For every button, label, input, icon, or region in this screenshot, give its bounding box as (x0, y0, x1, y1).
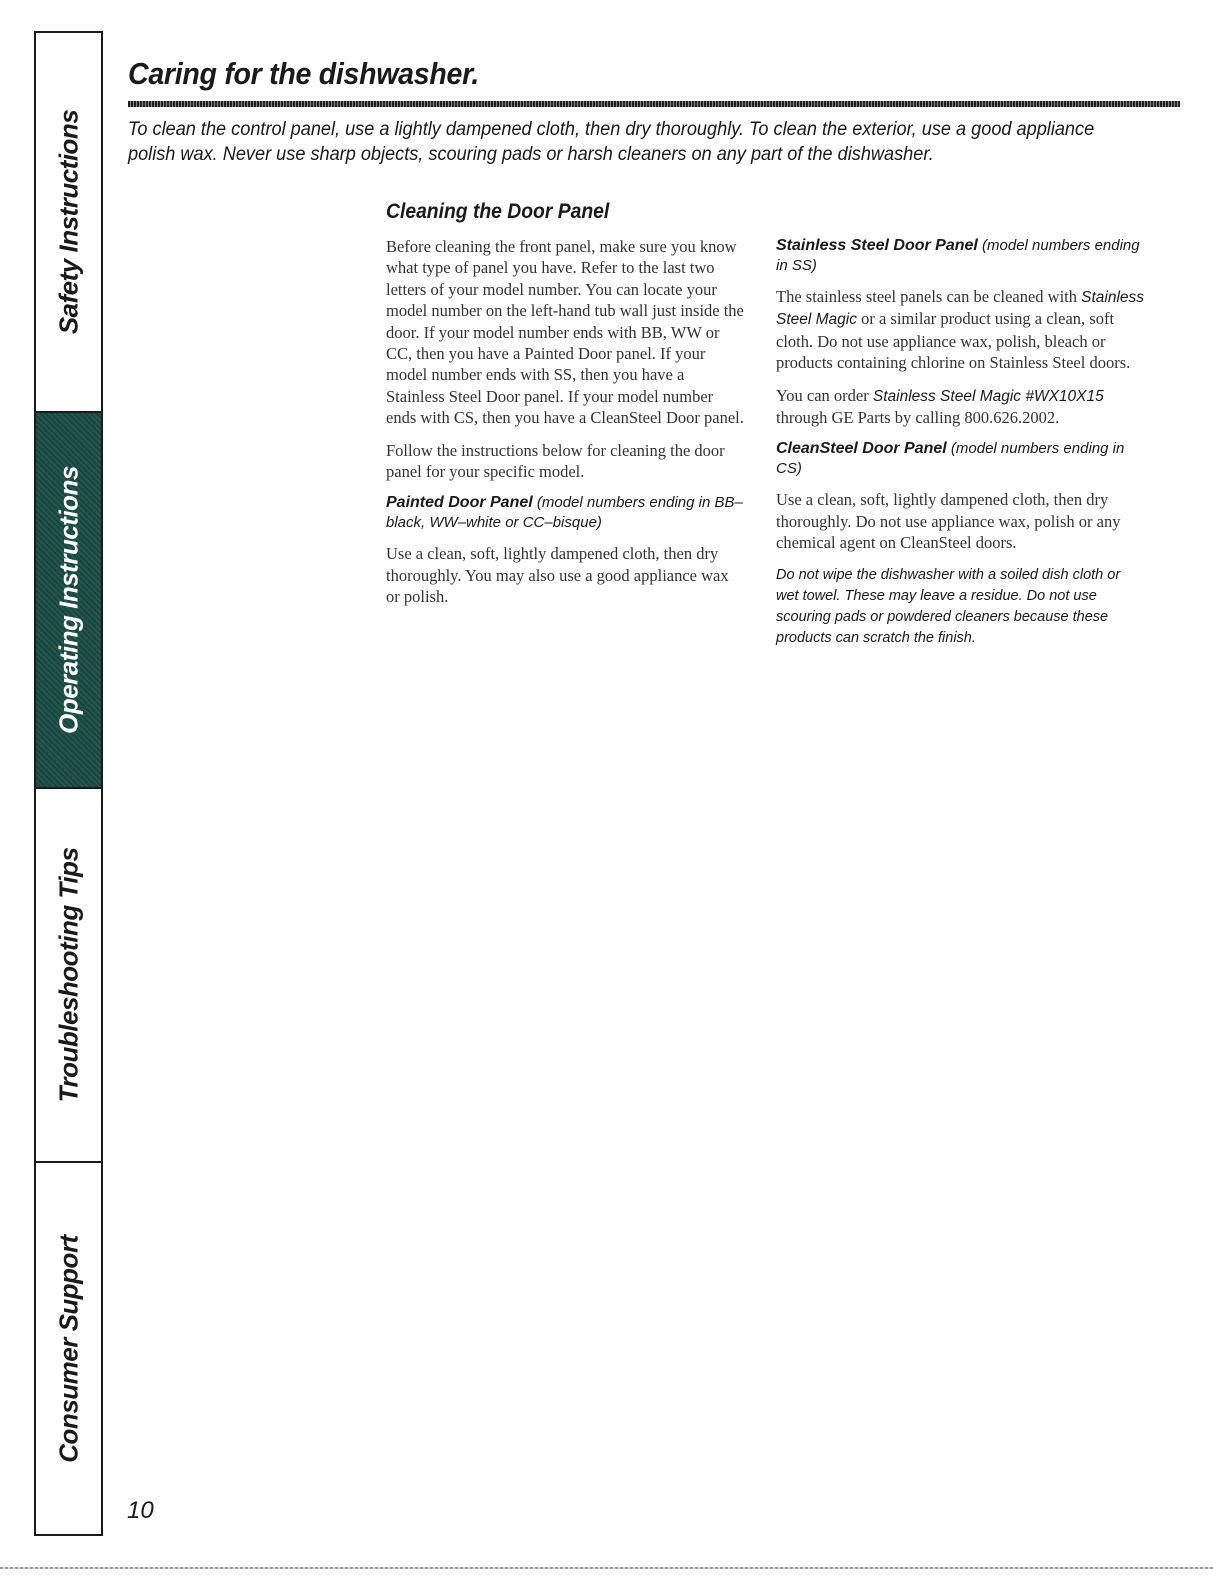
cleansteel-panel-body: Use a clean, soft, lightly dampened cloth, then dry thoroughly. Do not use appliance wax, polish or any chemical agent on CleanSteel doors. (776, 490, 1121, 553)
cleansteel-panel-title: CleanSteel Door Panel (776, 440, 947, 458)
stainless-body-start: The stainless steel panels can be cleaned with (776, 287, 1078, 306)
side-tab-bar (34, 31, 103, 1536)
title-divider (128, 101, 1180, 107)
caution-note: Do not wipe the dishwasher with a soiled dish cloth or wet towel. These may leave a residue. Do not use scouring pads or powdered cleaners because these products can scratch the finish. (776, 566, 1121, 646)
right-column (776, 236, 1146, 649)
page-number: 10 (127, 1497, 154, 1524)
tab-label: Consumer Support (53, 1234, 83, 1463)
painted-panel-heading (386, 493, 746, 533)
stainless-panel-body (776, 286, 1146, 374)
stainless-panel-heading (776, 236, 1146, 276)
tab-label: Operating Instructions (53, 466, 83, 734)
cleansteel-panel-heading (776, 439, 1146, 479)
painted-panel-models: (model numbers ending in BB–black, WW–white or CC–bisque) (386, 494, 743, 532)
tab-label: Safety Instructions (53, 109, 83, 335)
stainless-panel-models: (model numbers ending in SS) (776, 237, 1140, 274)
stainless-body-end: or a similar product using a clean, soft cloth. Do not use appliance wax, polish, bleach or products containing chlorine on Stainless Steel doors. (776, 309, 1131, 373)
painted-panel-title: Painted Door Panel (386, 494, 533, 512)
order-paragraph (776, 385, 1146, 429)
intro-text: To clean the control panel, use a lightly dampened cloth, then dry thoroughly. To clean the exterior, use a good appliance polish wax. Never use sharp objects, scouring pads or harsh cleaners on any part of the dishwasher. (128, 118, 1095, 165)
stainless-panel-title: Stainless Steel Door Panel (776, 237, 978, 254)
left-column (386, 236, 746, 619)
order-text-end: through GE Parts by calling 800.626.2002. (776, 408, 1060, 428)
order-text-start: You can order (776, 385, 869, 405)
tab-operating-instructions[interactable] (36, 413, 101, 789)
tab-troubleshooting-tips[interactable] (36, 789, 101, 1163)
page-title: Caring for the dishwasher. (128, 56, 479, 91)
order-product-name: Stainless Steel Magic #WX10X15 (872, 387, 1104, 405)
painted-panel-body: Use a clean, soft, lightly dampened cloth, then dry thoroughly. You may also use a good appliance wax or polish. (386, 544, 729, 607)
bottom-border (0, 1567, 1213, 1569)
stainless-product-name: Stainless Steel Magic (776, 289, 1145, 329)
panel-type-paragraph: Before cleaning the front panel, make sure you know what type of panel you have. Refer to the last two letters of your model number. You can locate your model number on the left-hand tub wall just inside the door. If your model number ends with BB, WW or CC, then you have a Painted Door panel. If your model number ends with SS, then you have a Stainless Steel Door panel. If your model number ends with CS, then you have a CleanSteel Door panel. (386, 237, 744, 428)
cleansteel-panel-models: (model numbers ending in CS) (776, 440, 1125, 478)
tab-consumer-support[interactable] (36, 1163, 101, 1534)
follow-instructions-paragraph: Follow the instructions below for cleaning the door panel for your specific model. (386, 440, 725, 482)
section-heading: Cleaning the Door Panel (386, 200, 610, 223)
tab-safety-instructions[interactable] (36, 33, 101, 413)
tab-label: Troubleshooting Tips (53, 847, 83, 1103)
